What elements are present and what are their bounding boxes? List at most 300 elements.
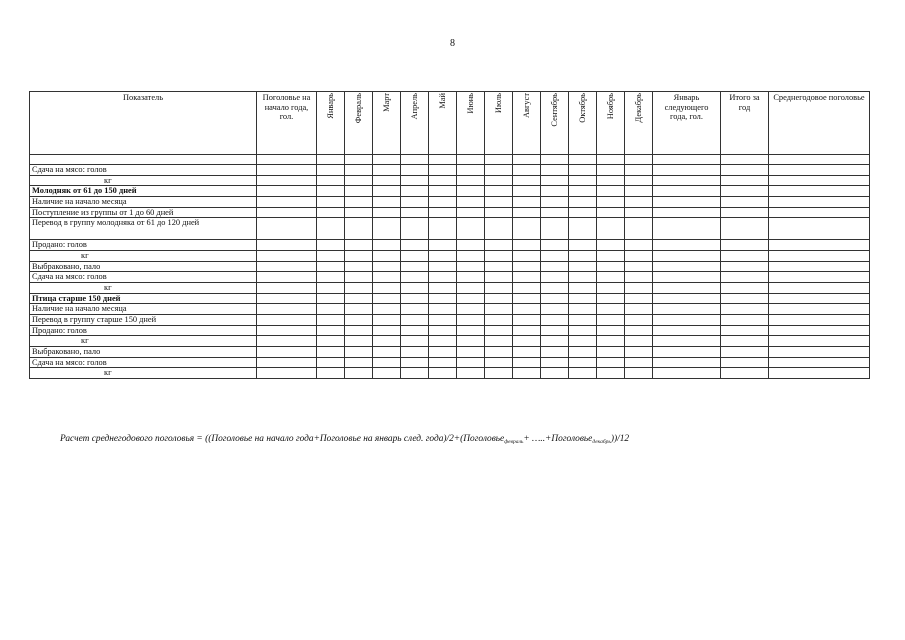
value-cell[interactable] xyxy=(485,368,513,379)
value-cell[interactable] xyxy=(401,325,429,336)
value-cell[interactable] xyxy=(429,314,457,325)
value-cell[interactable] xyxy=(485,346,513,357)
value-cell[interactable] xyxy=(653,282,721,293)
value-cell[interactable] xyxy=(569,346,597,357)
value-cell[interactable] xyxy=(345,368,373,379)
value-cell[interactable] xyxy=(345,240,373,251)
value-cell[interactable] xyxy=(569,175,597,186)
value-cell[interactable] xyxy=(429,155,457,165)
value-cell[interactable] xyxy=(257,186,317,197)
value-cell[interactable] xyxy=(721,207,769,218)
value-cell[interactable] xyxy=(317,165,345,176)
value-cell[interactable] xyxy=(401,165,429,176)
value-cell[interactable] xyxy=(625,368,653,379)
value-cell[interactable] xyxy=(457,165,485,176)
value-cell[interactable] xyxy=(457,155,485,165)
value-cell[interactable] xyxy=(457,368,485,379)
value-cell[interactable] xyxy=(597,240,625,251)
value-cell[interactable] xyxy=(401,218,429,240)
value-cell[interactable] xyxy=(373,368,401,379)
value-cell[interactable] xyxy=(513,207,541,218)
value-cell[interactable] xyxy=(257,175,317,186)
value-cell[interactable] xyxy=(485,336,513,347)
value-cell[interactable] xyxy=(457,261,485,272)
value-cell[interactable] xyxy=(485,250,513,261)
value-cell[interactable] xyxy=(257,325,317,336)
value-cell[interactable] xyxy=(345,261,373,272)
value-cell[interactable] xyxy=(569,261,597,272)
value-cell[interactable] xyxy=(569,240,597,251)
value-cell[interactable] xyxy=(721,314,769,325)
value-cell[interactable] xyxy=(653,314,721,325)
value-cell[interactable] xyxy=(597,304,625,315)
value-cell[interactable] xyxy=(721,346,769,357)
value-cell[interactable] xyxy=(769,314,870,325)
value-cell[interactable] xyxy=(429,368,457,379)
value-cell[interactable] xyxy=(597,155,625,165)
value-cell[interactable] xyxy=(769,186,870,197)
value-cell[interactable] xyxy=(429,240,457,251)
value-cell[interactable] xyxy=(373,272,401,283)
value-cell[interactable] xyxy=(317,293,345,304)
value-cell[interactable] xyxy=(625,207,653,218)
value-cell[interactable] xyxy=(625,155,653,165)
value-cell[interactable] xyxy=(597,196,625,207)
value-cell[interactable] xyxy=(569,186,597,197)
value-cell[interactable] xyxy=(345,272,373,283)
value-cell[interactable] xyxy=(345,336,373,347)
value-cell[interactable] xyxy=(429,261,457,272)
value-cell[interactable] xyxy=(485,325,513,336)
value-cell[interactable] xyxy=(485,314,513,325)
value-cell[interactable] xyxy=(541,293,569,304)
value-cell[interactable] xyxy=(721,282,769,293)
value-cell[interactable] xyxy=(317,325,345,336)
value-cell[interactable] xyxy=(597,261,625,272)
value-cell[interactable] xyxy=(569,325,597,336)
value-cell[interactable] xyxy=(317,207,345,218)
value-cell[interactable] xyxy=(769,207,870,218)
value-cell[interactable] xyxy=(373,346,401,357)
value-cell[interactable] xyxy=(317,250,345,261)
value-cell[interactable] xyxy=(373,240,401,251)
value-cell[interactable] xyxy=(769,175,870,186)
value-cell[interactable] xyxy=(541,261,569,272)
value-cell[interactable] xyxy=(625,165,653,176)
value-cell[interactable] xyxy=(429,186,457,197)
value-cell[interactable] xyxy=(625,196,653,207)
value-cell[interactable] xyxy=(401,186,429,197)
value-cell[interactable] xyxy=(769,155,870,165)
value-cell[interactable] xyxy=(485,207,513,218)
value-cell[interactable] xyxy=(625,186,653,197)
value-cell[interactable] xyxy=(541,272,569,283)
value-cell[interactable] xyxy=(513,155,541,165)
value-cell[interactable] xyxy=(257,261,317,272)
value-cell[interactable] xyxy=(597,293,625,304)
value-cell[interactable] xyxy=(373,175,401,186)
value-cell[interactable] xyxy=(485,165,513,176)
value-cell[interactable] xyxy=(485,357,513,368)
value-cell[interactable] xyxy=(625,357,653,368)
value-cell[interactable] xyxy=(653,155,721,165)
value-cell[interactable] xyxy=(653,165,721,176)
value-cell[interactable] xyxy=(541,282,569,293)
value-cell[interactable] xyxy=(721,272,769,283)
value-cell[interactable] xyxy=(721,336,769,347)
value-cell[interactable] xyxy=(653,325,721,336)
value-cell[interactable] xyxy=(769,336,870,347)
value-cell[interactable] xyxy=(721,196,769,207)
value-cell[interactable] xyxy=(653,250,721,261)
value-cell[interactable] xyxy=(597,218,625,240)
value-cell[interactable] xyxy=(569,357,597,368)
value-cell[interactable] xyxy=(513,218,541,240)
value-cell[interactable] xyxy=(457,293,485,304)
value-cell[interactable] xyxy=(721,357,769,368)
value-cell[interactable] xyxy=(721,261,769,272)
value-cell[interactable] xyxy=(373,207,401,218)
value-cell[interactable] xyxy=(597,282,625,293)
value-cell[interactable] xyxy=(597,368,625,379)
value-cell[interactable] xyxy=(345,346,373,357)
value-cell[interactable] xyxy=(569,368,597,379)
value-cell[interactable] xyxy=(373,155,401,165)
value-cell[interactable] xyxy=(485,186,513,197)
value-cell[interactable] xyxy=(513,325,541,336)
value-cell[interactable] xyxy=(373,304,401,315)
value-cell[interactable] xyxy=(569,196,597,207)
value-cell[interactable] xyxy=(457,304,485,315)
value-cell[interactable] xyxy=(457,207,485,218)
value-cell[interactable] xyxy=(541,314,569,325)
value-cell[interactable] xyxy=(653,368,721,379)
value-cell[interactable] xyxy=(513,314,541,325)
value-cell[interactable] xyxy=(597,272,625,283)
value-cell[interactable] xyxy=(597,325,625,336)
value-cell[interactable] xyxy=(569,155,597,165)
value-cell[interactable] xyxy=(769,293,870,304)
value-cell[interactable] xyxy=(569,314,597,325)
value-cell[interactable] xyxy=(429,250,457,261)
value-cell[interactable] xyxy=(541,336,569,347)
value-cell[interactable] xyxy=(345,282,373,293)
value-cell[interactable] xyxy=(541,325,569,336)
value-cell[interactable] xyxy=(257,155,317,165)
value-cell[interactable] xyxy=(257,368,317,379)
value-cell[interactable] xyxy=(485,304,513,315)
value-cell[interactable] xyxy=(569,250,597,261)
value-cell[interactable] xyxy=(429,218,457,240)
value-cell[interactable] xyxy=(513,346,541,357)
value-cell[interactable] xyxy=(569,165,597,176)
value-cell[interactable] xyxy=(401,175,429,186)
value-cell[interactable] xyxy=(457,196,485,207)
value-cell[interactable] xyxy=(769,368,870,379)
value-cell[interactable] xyxy=(513,272,541,283)
value-cell[interactable] xyxy=(769,272,870,283)
value-cell[interactable] xyxy=(541,240,569,251)
value-cell[interactable] xyxy=(345,314,373,325)
value-cell[interactable] xyxy=(625,293,653,304)
value-cell[interactable] xyxy=(653,357,721,368)
value-cell[interactable] xyxy=(513,368,541,379)
value-cell[interactable] xyxy=(373,186,401,197)
value-cell[interactable] xyxy=(401,282,429,293)
value-cell[interactable] xyxy=(625,314,653,325)
value-cell[interactable] xyxy=(541,175,569,186)
value-cell[interactable] xyxy=(429,207,457,218)
value-cell[interactable] xyxy=(569,207,597,218)
value-cell[interactable] xyxy=(625,261,653,272)
value-cell[interactable] xyxy=(769,240,870,251)
value-cell[interactable] xyxy=(541,155,569,165)
value-cell[interactable] xyxy=(401,272,429,283)
value-cell[interactable] xyxy=(597,250,625,261)
value-cell[interactable] xyxy=(485,293,513,304)
value-cell[interactable] xyxy=(373,282,401,293)
value-cell[interactable] xyxy=(485,175,513,186)
value-cell[interactable] xyxy=(457,282,485,293)
value-cell[interactable] xyxy=(429,196,457,207)
value-cell[interactable] xyxy=(513,293,541,304)
value-cell[interactable] xyxy=(721,325,769,336)
value-cell[interactable] xyxy=(569,282,597,293)
value-cell[interactable] xyxy=(317,368,345,379)
value-cell[interactable] xyxy=(569,336,597,347)
value-cell[interactable] xyxy=(457,240,485,251)
value-cell[interactable] xyxy=(257,218,317,240)
value-cell[interactable] xyxy=(317,240,345,251)
value-cell[interactable] xyxy=(401,293,429,304)
value-cell[interactable] xyxy=(653,293,721,304)
value-cell[interactable] xyxy=(257,207,317,218)
value-cell[interactable] xyxy=(401,250,429,261)
value-cell[interactable] xyxy=(257,250,317,261)
value-cell[interactable] xyxy=(721,293,769,304)
value-cell[interactable] xyxy=(401,304,429,315)
value-cell[interactable] xyxy=(513,175,541,186)
value-cell[interactable] xyxy=(257,293,317,304)
value-cell[interactable] xyxy=(597,357,625,368)
value-cell[interactable] xyxy=(485,196,513,207)
value-cell[interactable] xyxy=(625,272,653,283)
value-cell[interactable] xyxy=(625,325,653,336)
value-cell[interactable] xyxy=(541,218,569,240)
value-cell[interactable] xyxy=(345,165,373,176)
value-cell[interactable] xyxy=(457,175,485,186)
value-cell[interactable] xyxy=(373,261,401,272)
value-cell[interactable] xyxy=(721,240,769,251)
value-cell[interactable] xyxy=(257,346,317,357)
value-cell[interactable] xyxy=(345,175,373,186)
value-cell[interactable] xyxy=(541,346,569,357)
value-cell[interactable] xyxy=(485,282,513,293)
value-cell[interactable] xyxy=(317,282,345,293)
value-cell[interactable] xyxy=(653,186,721,197)
value-cell[interactable] xyxy=(769,346,870,357)
value-cell[interactable] xyxy=(485,261,513,272)
value-cell[interactable] xyxy=(625,175,653,186)
value-cell[interactable] xyxy=(721,368,769,379)
value-cell[interactable] xyxy=(373,250,401,261)
value-cell[interactable] xyxy=(257,272,317,283)
value-cell[interactable] xyxy=(485,218,513,240)
value-cell[interactable] xyxy=(317,261,345,272)
value-cell[interactable] xyxy=(653,336,721,347)
value-cell[interactable] xyxy=(541,368,569,379)
value-cell[interactable] xyxy=(597,336,625,347)
value-cell[interactable] xyxy=(401,261,429,272)
value-cell[interactable] xyxy=(653,175,721,186)
value-cell[interactable] xyxy=(721,218,769,240)
value-cell[interactable] xyxy=(401,336,429,347)
value-cell[interactable] xyxy=(653,272,721,283)
value-cell[interactable] xyxy=(317,272,345,283)
value-cell[interactable] xyxy=(373,293,401,304)
value-cell[interactable] xyxy=(457,346,485,357)
value-cell[interactable] xyxy=(401,207,429,218)
value-cell[interactable] xyxy=(513,357,541,368)
value-cell[interactable] xyxy=(541,207,569,218)
value-cell[interactable] xyxy=(541,186,569,197)
value-cell[interactable] xyxy=(345,304,373,315)
value-cell[interactable] xyxy=(769,261,870,272)
value-cell[interactable] xyxy=(317,304,345,315)
value-cell[interactable] xyxy=(541,250,569,261)
value-cell[interactable] xyxy=(653,196,721,207)
value-cell[interactable] xyxy=(373,218,401,240)
value-cell[interactable] xyxy=(513,165,541,176)
value-cell[interactable] xyxy=(373,325,401,336)
value-cell[interactable] xyxy=(345,250,373,261)
value-cell[interactable] xyxy=(769,282,870,293)
value-cell[interactable] xyxy=(653,346,721,357)
value-cell[interactable] xyxy=(597,186,625,197)
value-cell[interactable] xyxy=(569,304,597,315)
value-cell[interactable] xyxy=(317,357,345,368)
value-cell[interactable] xyxy=(429,346,457,357)
value-cell[interactable] xyxy=(401,368,429,379)
value-cell[interactable] xyxy=(429,293,457,304)
value-cell[interactable] xyxy=(457,336,485,347)
value-cell[interactable] xyxy=(513,336,541,347)
value-cell[interactable] xyxy=(457,272,485,283)
value-cell[interactable] xyxy=(625,218,653,240)
value-cell[interactable] xyxy=(429,282,457,293)
value-cell[interactable] xyxy=(541,304,569,315)
value-cell[interactable] xyxy=(653,207,721,218)
value-cell[interactable] xyxy=(541,165,569,176)
value-cell[interactable] xyxy=(457,250,485,261)
value-cell[interactable] xyxy=(429,336,457,347)
value-cell[interactable] xyxy=(653,240,721,251)
value-cell[interactable] xyxy=(257,240,317,251)
value-cell[interactable] xyxy=(513,196,541,207)
value-cell[interactable] xyxy=(317,218,345,240)
value-cell[interactable] xyxy=(569,293,597,304)
value-cell[interactable] xyxy=(769,357,870,368)
value-cell[interactable] xyxy=(625,304,653,315)
value-cell[interactable] xyxy=(317,155,345,165)
value-cell[interactable] xyxy=(769,250,870,261)
value-cell[interactable] xyxy=(597,346,625,357)
value-cell[interactable] xyxy=(373,336,401,347)
value-cell[interactable] xyxy=(485,240,513,251)
value-cell[interactable] xyxy=(769,325,870,336)
value-cell[interactable] xyxy=(257,304,317,315)
value-cell[interactable] xyxy=(721,304,769,315)
value-cell[interactable] xyxy=(721,186,769,197)
value-cell[interactable] xyxy=(345,196,373,207)
value-cell[interactable] xyxy=(401,314,429,325)
value-cell[interactable] xyxy=(317,336,345,347)
value-cell[interactable] xyxy=(769,196,870,207)
value-cell[interactable] xyxy=(457,357,485,368)
value-cell[interactable] xyxy=(257,357,317,368)
value-cell[interactable] xyxy=(597,175,625,186)
value-cell[interactable] xyxy=(625,346,653,357)
value-cell[interactable] xyxy=(317,346,345,357)
value-cell[interactable] xyxy=(721,165,769,176)
value-cell[interactable] xyxy=(653,261,721,272)
value-cell[interactable] xyxy=(401,357,429,368)
value-cell[interactable] xyxy=(317,314,345,325)
value-cell[interactable] xyxy=(257,282,317,293)
value-cell[interactable] xyxy=(429,165,457,176)
value-cell[interactable] xyxy=(373,165,401,176)
value-cell[interactable] xyxy=(373,196,401,207)
value-cell[interactable] xyxy=(653,218,721,240)
value-cell[interactable] xyxy=(541,196,569,207)
value-cell[interactable] xyxy=(401,346,429,357)
value-cell[interactable] xyxy=(597,165,625,176)
value-cell[interactable] xyxy=(457,218,485,240)
value-cell[interactable] xyxy=(429,304,457,315)
value-cell[interactable] xyxy=(597,207,625,218)
value-cell[interactable] xyxy=(401,240,429,251)
value-cell[interactable] xyxy=(721,250,769,261)
value-cell[interactable] xyxy=(721,155,769,165)
value-cell[interactable] xyxy=(457,186,485,197)
value-cell[interactable] xyxy=(513,186,541,197)
value-cell[interactable] xyxy=(345,155,373,165)
value-cell[interactable] xyxy=(513,282,541,293)
value-cell[interactable] xyxy=(769,218,870,240)
value-cell[interactable] xyxy=(653,304,721,315)
value-cell[interactable] xyxy=(457,314,485,325)
value-cell[interactable] xyxy=(597,314,625,325)
value-cell[interactable] xyxy=(769,304,870,315)
value-cell[interactable] xyxy=(373,357,401,368)
value-cell[interactable] xyxy=(345,357,373,368)
value-cell[interactable] xyxy=(257,314,317,325)
value-cell[interactable] xyxy=(373,314,401,325)
value-cell[interactable] xyxy=(401,196,429,207)
value-cell[interactable] xyxy=(541,357,569,368)
value-cell[interactable] xyxy=(625,250,653,261)
value-cell[interactable] xyxy=(513,304,541,315)
value-cell[interactable] xyxy=(401,155,429,165)
value-cell[interactable] xyxy=(257,196,317,207)
value-cell[interactable] xyxy=(569,272,597,283)
value-cell[interactable] xyxy=(317,175,345,186)
value-cell[interactable] xyxy=(569,218,597,240)
value-cell[interactable] xyxy=(625,240,653,251)
value-cell[interactable] xyxy=(429,272,457,283)
value-cell[interactable] xyxy=(345,218,373,240)
value-cell[interactable] xyxy=(457,325,485,336)
